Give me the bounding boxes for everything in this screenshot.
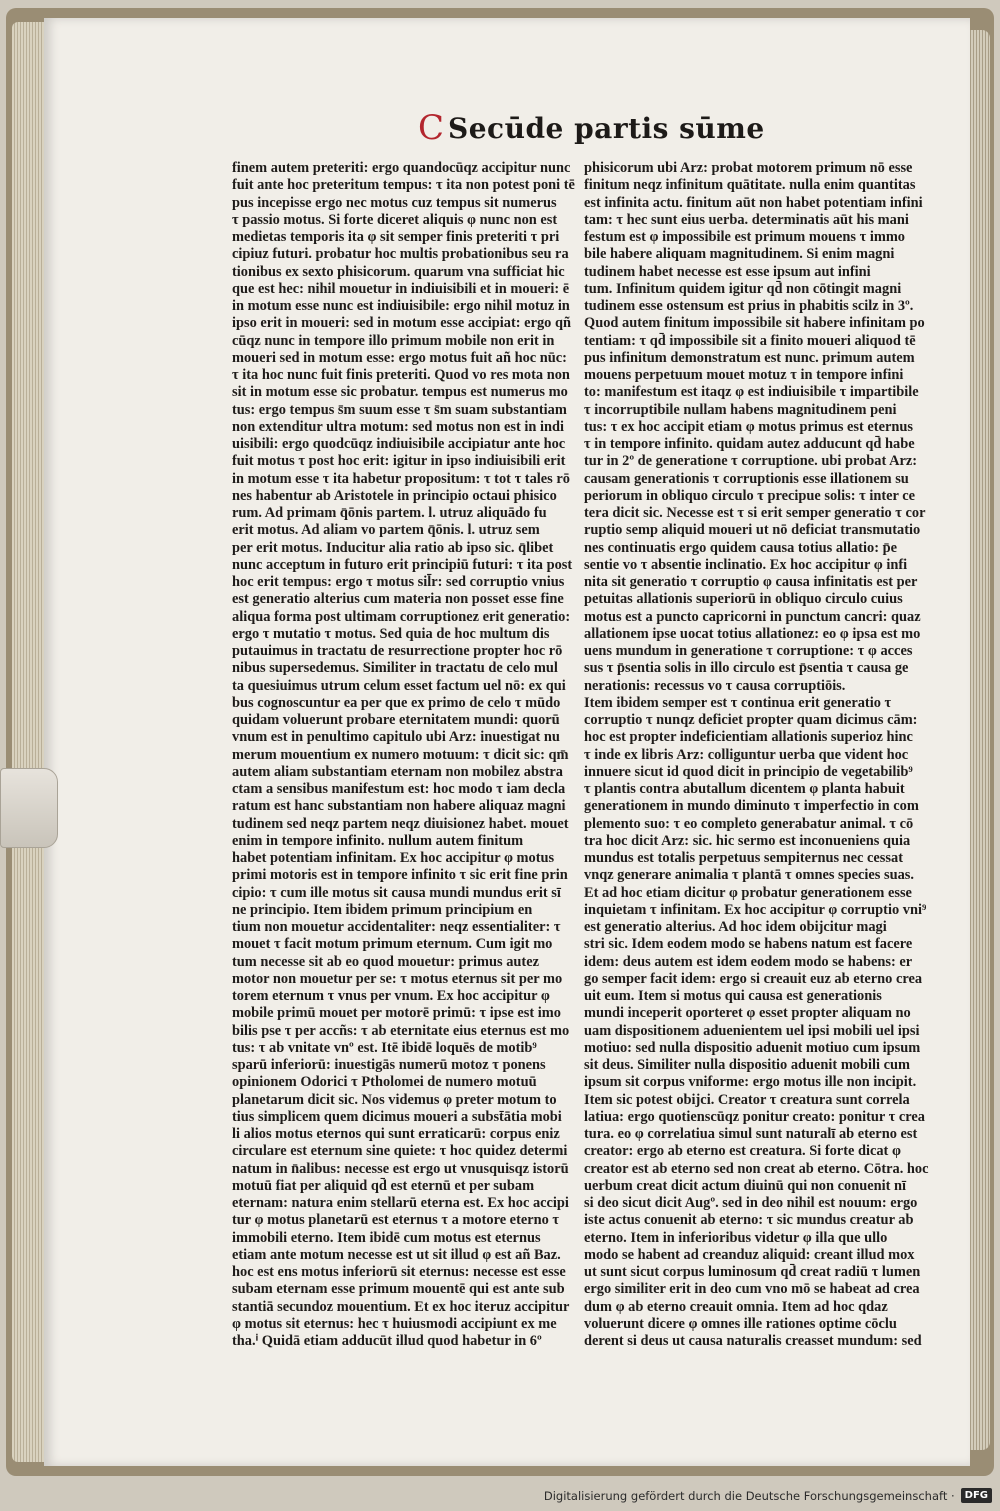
text-line: ergo similiter erit in deo cum vno mō se habeat ad crea bbox=[584, 1281, 920, 1298]
text-line: mouens perpetuum mouet motuz τ in tempore infini bbox=[584, 367, 904, 383]
text-line: uisibili: ergo quodcūqz indiuisibile accipiatur ante hoc bbox=[232, 436, 566, 452]
digitization-footer bbox=[0, 1480, 1000, 1511]
text-line: generationem in mundo diminuto τ imperfectio in com bbox=[584, 798, 919, 815]
text-line: ruptio semp aliquid moueri ut nō deficiat transmutatio bbox=[584, 522, 921, 539]
text-line: uens mundum in generatione τ corruptione: τ φ acces bbox=[584, 643, 913, 659]
text-line: modo se habent ad creanduz aliquid: creant illud mox bbox=[584, 1246, 915, 1263]
page-clamp bbox=[0, 768, 58, 848]
text-line: τ incorruptibile nullam habens magnitudinem peni bbox=[584, 401, 897, 418]
text-line: motiuo: sed nulla dispositio aduenit motiuo cum ipsum bbox=[584, 1039, 921, 1056]
text-line: Item sic potest obijci. Creator τ creatura sunt correla bbox=[584, 1091, 910, 1108]
text-line: autem aliam substantiam eternam non mobilez abstra bbox=[232, 763, 563, 780]
text-line: sparū inferiorū: inuestigās numerū motoz τ ponens bbox=[232, 1057, 546, 1073]
text-line: τ plantis contra abutallum dicentem φ planta habuit bbox=[584, 781, 905, 797]
text-line: immobili eterno. Item ibidē cum motus est eternus bbox=[232, 1229, 541, 1246]
text-line: est infinita actu. finitum aūt non habet potentiam infini bbox=[584, 194, 923, 211]
text-line: dum φ ab eterno creauit omnia. Item ad hoc qdaz bbox=[584, 1298, 888, 1315]
text-line: tam: τ hec sunt eius uerba. determinatis aūt his mani bbox=[584, 211, 909, 228]
text-line: tius simplicem quem dicimus moueri a subst̄ātia mobi bbox=[232, 1108, 562, 1125]
text-line: erit motus. Ad aliam vo partem q̄ōnis. l. utruz sem bbox=[232, 522, 540, 539]
text-line: tur φ motus planetarū est eternus τ a motore eterno τ bbox=[232, 1212, 560, 1229]
text-line: allationem ipse uocat totius allationez: eo φ ipsa est mo bbox=[584, 625, 921, 642]
text-line: mobile primū mouet per motorē primū: τ ipse est imo bbox=[232, 1005, 561, 1022]
text-line: opinionem Odorici τ Ptholomei de numero motuū bbox=[232, 1074, 537, 1091]
text-line: motor non mouetur per se: τ motus eternus sit per mo bbox=[232, 970, 563, 987]
text-line: petuitas allationis superiorū in obliquo circulo cuius bbox=[584, 591, 903, 608]
text-line: tudinem habet necesse est esse ipsum aut infini bbox=[584, 263, 871, 280]
text-line: primi motoris est in tempore infinito τ sic erit fine prin bbox=[232, 867, 568, 884]
text-line: merum mouentium ex numero motuum: τ dicit sic: qm̄ bbox=[232, 746, 569, 763]
text-line: plemento suo: τ eo completo generabatur animal. τ cō bbox=[584, 815, 914, 832]
text-line: hoc est ens motus inferiorū sit eternus: necesse est esse bbox=[232, 1264, 566, 1280]
text-line: iste actus conuenit ab eterno: τ sic mundus creatur ab bbox=[584, 1212, 914, 1229]
text-line: tus: ergo tempus s̄m suum esse τ s̄m suam substantiam bbox=[232, 401, 567, 418]
text-line: ipso erit in moueri: sed in motum esse accipiat: ergo qñ bbox=[232, 315, 571, 332]
text-line: τ in tempore infinito. quidam autez adducunt qd̄ habe bbox=[584, 436, 915, 452]
text-line: bilis pse τ per accñs: τ ab eternitate eius eternus est mo bbox=[232, 1022, 570, 1039]
text-line: eterno. Item in inferioribus videtur φ illa que ullo bbox=[584, 1229, 888, 1246]
text-line: pus incepisse ergo nec motus cuz tempus sit numerus bbox=[232, 194, 557, 211]
text-line: nibus supersedemus. Similiter in tractatu de celo mul bbox=[232, 660, 558, 677]
text-line: finem autem preteriti: ergo quandocūqz accipitur nunc bbox=[232, 160, 571, 176]
text-line: subam eternam esse primum mouentē qui est ante sub bbox=[232, 1281, 565, 1298]
text-line: putauimus in tractatu de resurrectione propter hoc rō bbox=[232, 643, 563, 659]
text-line: go semper facit idem: ergo si creauit euz ab eterno crea bbox=[584, 970, 923, 987]
text-line: τ ita hoc nunc fuit finis preteriti. Quod vo res mota non bbox=[232, 367, 570, 383]
text-line: tionibus ex sexto phisicorum. quarum vna sufficiat hic bbox=[232, 263, 565, 280]
text-line: tudinem sed neqz partem neqz diuisionez habet. mouet bbox=[232, 815, 569, 832]
text-line: tera dicit sic. Necesse est τ si erit semper generatio τ cor bbox=[584, 505, 926, 521]
text-line: tium non mouetur accidentaliter: neqz essentialiter: τ bbox=[232, 919, 561, 935]
text-line: ipsum sit corpus vniforme: ergo motus ille non incipit. bbox=[584, 1074, 917, 1091]
text-line: habet potentiam infinitam. Ex hoc accipitur φ motus bbox=[232, 850, 555, 866]
running-head-title: Secūde partis sūme bbox=[448, 111, 765, 145]
text-line: nerationis: recessus vo τ causa corruptiōis. bbox=[584, 677, 846, 694]
text-line: sentie vo τ absentie inclinatio. Ex hoc accipitur φ infi bbox=[584, 556, 908, 573]
text-line: in motum esse nunc est indiuisibile: ergo nihil motuz in bbox=[232, 298, 570, 314]
text-line: tura. eo φ correlatiua simul sunt naturalī ab eterno est bbox=[584, 1126, 918, 1142]
text-column-right bbox=[584, 160, 929, 1349]
text-line: in motum esse τ ita habetur propositum: τ tot τ tales rō bbox=[232, 470, 570, 487]
footer-credit: Digitalisierung gefördert durch die Deutsche Forschungsgemeinschaft · bbox=[543, 1488, 955, 1503]
dfg-logo: DFG bbox=[961, 1488, 992, 1503]
text-line: uerbum creat dicit actum diuinū qui non conuenit nī bbox=[584, 1177, 906, 1194]
text-line: li alios motus eternos qui sunt erraticarū: corpus eniz bbox=[232, 1126, 560, 1142]
text-line: cipio: τ cum ille motus sit causa mundi mundus erit sī bbox=[232, 884, 561, 901]
text-line: inquietam τ infinitam. Ex hoc accipitur φ corruptio vni⁹ bbox=[584, 901, 927, 918]
text-column-left bbox=[232, 160, 575, 1349]
text-line: corruptio τ nunqz deficiet propter quam dicimus cām: bbox=[584, 712, 918, 728]
text-line: tur in 2º de generatione τ corruptione. ubi probat Arz: bbox=[584, 453, 918, 470]
text-line: torem eternum τ vnus per vnum. Ex hoc accipitur φ bbox=[232, 988, 550, 1004]
text-line: creator est ab eterno sed non creat ab eterno. Cōtra. hoc bbox=[584, 1160, 929, 1177]
text-line: voluerunt dicere φ omnes ille rationes optime cōclu bbox=[584, 1315, 897, 1332]
text-line: stri sic. Idem eodem modo se habens natum est facere bbox=[584, 936, 913, 953]
text-line: uam dispositionem aduenientem uel ipsi mobili uel ipsi bbox=[584, 1022, 920, 1039]
text-line: per erit motus. Inducitur alia ratio ab ipso sic. q̄libet bbox=[232, 539, 554, 556]
text-line: nunc acceptum in futuro erit principiū futuri: τ ita post bbox=[232, 556, 573, 573]
text-line: moueri sed in motum esse: ergo motus fuit añ hoc nūc: bbox=[232, 349, 567, 366]
text-line: bile habere aliquam magnitudinem. Si enim magni bbox=[584, 246, 895, 263]
text-line: aliqua forma post ultimam corruptionez erit generatio: bbox=[232, 608, 571, 625]
text-line: hoc erit tempus: ergo τ motus sil̄r: sed corruptio vnius bbox=[232, 574, 565, 590]
text-line: derent si deus ut causa naturalis creasset mundum: sed bbox=[584, 1333, 922, 1349]
running-head bbox=[418, 108, 765, 148]
text-line: tum necesse sit ab eo quod mouetur: primus autez bbox=[232, 953, 539, 970]
text-line: est generatio alterius cum materia non posset esse fine bbox=[232, 591, 564, 608]
text-line: que est hec: nihil mouetur in indiuisibili et in moueri: ē bbox=[232, 280, 570, 297]
text-line: periorum in obliquo circulo τ precipue solis: τ inter ce bbox=[584, 487, 916, 504]
text-line: tra hoc dicit Arz: sic. hic sermo est inconueniens quia bbox=[584, 832, 911, 849]
text-line: tentiam: τ qd̄ impossibile sit a finito moueri aliquod tē bbox=[584, 332, 916, 349]
text-line: sit deus. Similiter nulla dispositio aduenit mobili cum bbox=[584, 1057, 910, 1073]
text-line: mundus est totalis perpetuus sempiternus nec cessat bbox=[584, 850, 903, 866]
text-line: hoc est propter indeficientiam allationis superioz hinc bbox=[584, 729, 913, 746]
text-line: circulare est eternum sine quiete: τ hoc quidez determi bbox=[232, 1143, 568, 1160]
text-line: rum. Ad primam q̄ōnis partem. l. utruz aliquādo fu bbox=[232, 505, 547, 521]
text-line: fuit motus τ post hoc erit: igitur in ipso indiuisibili erit bbox=[232, 453, 566, 470]
text-line: sus τ p̄sentia solis in illo circulo est p̄sentia τ causa ge bbox=[584, 660, 909, 677]
text-line: stantiā secundoz mouentium. Et ex hoc iteruz accipitur bbox=[232, 1298, 570, 1315]
text-line: latiua: ergo quotienscūqz ponitur creato: ponitur τ crea bbox=[584, 1108, 925, 1125]
text-line: sit in motum esse sic probatur. tempus est numerus mo bbox=[232, 384, 568, 401]
text-line: Et ad hoc etiam dicitur φ probatur generationem esse bbox=[584, 884, 912, 901]
text-line: ergo τ mutatio τ motus. Sed quia de hoc multum dis bbox=[232, 625, 550, 642]
text-line: vnqz generare animalia τ plantā τ omnes species suas. bbox=[584, 867, 915, 884]
left-page-edges bbox=[12, 22, 46, 1462]
text-line: natum in n̄alibus: necesse est ergo ut vnusquisqz istorū bbox=[232, 1160, 569, 1177]
text-line: nita sit generatio τ corruptio φ causa infinitatis est per bbox=[584, 574, 918, 590]
text-line: medietas temporis ita φ sit semper finis preteriti τ pri bbox=[232, 229, 560, 245]
text-line: quidam voluerunt probare eternitatem mundi: quorū bbox=[232, 712, 560, 728]
text-line: tus: τ ex hoc accipit etiam φ motus primus est eternus bbox=[584, 418, 913, 435]
text-line: nes continuatis ergo quidem causa totius allatio: p̄e bbox=[584, 539, 898, 556]
text-line: etiam ante motum necesse est ut sit illud φ est añ Baz. bbox=[232, 1246, 561, 1263]
text-line: idem: deus autem est idem eodem modo se habens: er bbox=[584, 953, 913, 970]
rubric-initial: C bbox=[418, 108, 445, 148]
text-line: est generatio alterius. Ad hoc idem obijcitur magi bbox=[584, 919, 887, 935]
text-line: vnum est in penultimo capitulo ubi Arz: inuestigat nu bbox=[232, 729, 560, 746]
text-line: ut sunt sicut corpus luminosum qd̄ creat radiū τ lumen bbox=[584, 1264, 921, 1280]
text-line: ratum est hanc substantiam non habere aliquaz magni bbox=[232, 798, 566, 815]
text-line: uit eum. Item si motus qui causa est generationis bbox=[584, 988, 882, 1004]
text-line: motuū fiat per aliquid qd̄ est eternū et per subam bbox=[232, 1177, 535, 1194]
text-line: mundi inceperit oporteret φ esset propter aliquam no bbox=[584, 1005, 911, 1022]
text-line: creator: ergo ab eterno est creatura. Si forte dicat φ bbox=[584, 1143, 901, 1160]
text-line: Item ibidem semper est τ continua erit generatio τ bbox=[584, 694, 892, 711]
text-line: non extenditur ultra motum: sed motus non est in indi bbox=[232, 418, 564, 435]
text-line: φ motus sit eternus: hec τ huiusmodi accipiunt ex me bbox=[232, 1315, 557, 1332]
text-line: ta quesiuimus utrum celum esset factum uel nō: ex qui bbox=[232, 677, 566, 694]
text-line: Quod autem finitum impossibile sit habere infinitam po bbox=[584, 315, 925, 332]
text-line: ne principio. Item ibidem primum principium en bbox=[232, 901, 533, 918]
text-line: planetarum dicit sic. Nos videmus φ preter motum to bbox=[232, 1091, 557, 1108]
text-line: nes habentur ab Aristotele in principio octaui phisico bbox=[232, 487, 557, 504]
text-line: si deo sicut dicit Augº. sed in deo nihil est nouum: ergo bbox=[584, 1195, 918, 1211]
right-page-edges bbox=[968, 30, 990, 1450]
text-line: cipiuz futuri. probatur hoc multis probationibus seu ra bbox=[232, 246, 569, 263]
text-line: pus infinitum demonstratum est nunc. primum autem bbox=[584, 349, 915, 366]
text-line: causam generationis τ corruptionis esse illationem su bbox=[584, 470, 909, 487]
text-line: tum. Infinitum quidem igitur qd̄ non cōtingit magni bbox=[584, 280, 902, 297]
text-line: cūqz nunc in tempore illo primum mobile non erit in bbox=[232, 332, 555, 349]
text-line: innuere sicut id quod dicit in principio de vegetabilib⁹ bbox=[584, 763, 913, 780]
text-line: τ passio motus. Si forte diceret aliquis φ nunc non est bbox=[232, 211, 558, 228]
text-line: finitum neqz infinitum quātitate. nulla enim quantitas bbox=[584, 177, 916, 194]
text-line: tha.ⁱ Quidā etiam adducūt illud quod habetur in 6º bbox=[232, 1333, 542, 1349]
text-line: phisicorum ubi Arz: probat motorem primum nō esse bbox=[584, 160, 913, 176]
text-line: motus est a puncto capricorni in punctum cancri: quaz bbox=[584, 608, 921, 625]
text-line: fuit ante hoc preteritum tempus: τ ita non potest poni tē bbox=[232, 177, 575, 194]
text-line: to: manifestum est itaqz φ est indiuisibile τ impartibile bbox=[584, 384, 919, 401]
text-line: festum est φ impossibile est primum mouens τ immo bbox=[584, 229, 905, 245]
text-line: tudinem esse ostensum est prius in phabitis scilz in 3º. bbox=[584, 298, 914, 314]
text-line: ctam a sensibus manifestum est: hoc modo τ iam decla bbox=[232, 781, 566, 797]
text-line: mouet τ facit motum primum eternum. Cum igit mo bbox=[232, 936, 553, 953]
text-line: tus: τ ab vnitate vnº est. Itē ibidē loquēs de motib⁹ bbox=[232, 1039, 537, 1056]
text-line: enim in tempore infinito. nullum autem finitum bbox=[232, 832, 524, 849]
text-line: bus cognoscuntur ea per que ex primo de celo τ mūdo bbox=[232, 694, 561, 711]
text-line: eternam: natura enim stellarū eterna est. Ex hoc accipi bbox=[232, 1195, 569, 1211]
text-line: τ inde ex libris Arz: colliguntur uerba que vident hoc bbox=[584, 746, 909, 763]
